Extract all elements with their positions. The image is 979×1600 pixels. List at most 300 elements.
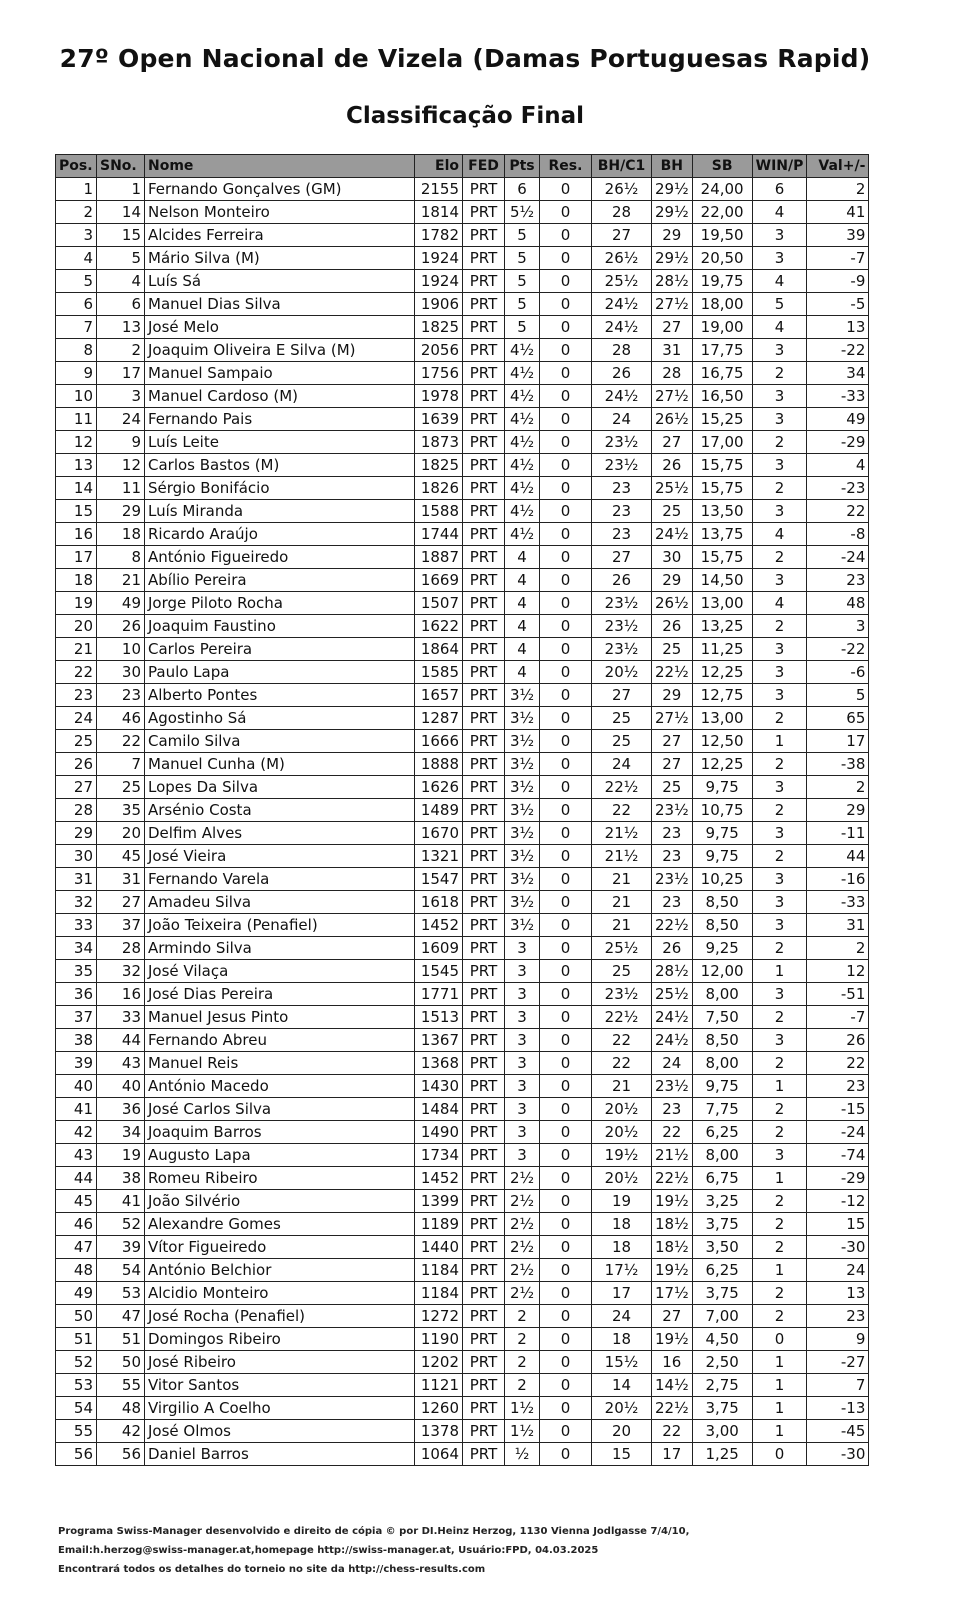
cell-winp: 1 <box>752 730 807 753</box>
cell-sno: 53 <box>97 1282 145 1305</box>
cell-pos: 1 <box>56 178 97 201</box>
col-header-sb: SB <box>692 155 752 178</box>
cell-pts: 5½ <box>505 201 540 224</box>
cell-res: 0 <box>540 845 592 868</box>
cell-elo: 1367 <box>415 1029 463 1052</box>
cell-pts: 2½ <box>505 1190 540 1213</box>
cell-name: Manuel Dias Silva <box>145 293 415 316</box>
cell-fed: PRT <box>463 1075 505 1098</box>
cell-sno: 5 <box>97 247 145 270</box>
cell-res: 0 <box>540 1167 592 1190</box>
cell-pos: 11 <box>56 408 97 431</box>
cell-winp: 1 <box>752 1374 807 1397</box>
cell-sno: 49 <box>97 592 145 615</box>
table-row <box>56 776 869 799</box>
table-row <box>56 316 869 339</box>
cell-res: 0 <box>540 270 592 293</box>
cell-sno: 24 <box>97 408 145 431</box>
cell-val: 49 <box>807 408 869 431</box>
cell-fed: PRT <box>463 937 505 960</box>
cell-pts: 3 <box>505 1006 540 1029</box>
cell-pos: 39 <box>56 1052 97 1075</box>
cell-elo: 1121 <box>415 1374 463 1397</box>
cell-bhc1: 23½ <box>592 592 652 615</box>
cell-sb: 10,75 <box>692 799 752 822</box>
cell-sb: 15,75 <box>692 454 752 477</box>
cell-fed: PRT <box>463 1259 505 1282</box>
cell-pos: 5 <box>56 270 97 293</box>
document-title: 27º Open Nacional de Vizela (Damas Portuguesas Rapid) <box>59 44 871 73</box>
cell-fed: PRT <box>463 477 505 500</box>
col-header-pos: Pos. <box>56 155 97 178</box>
cell-val: -15 <box>807 1098 869 1121</box>
cell-winp: 1 <box>752 1397 807 1420</box>
cell-res: 0 <box>540 638 592 661</box>
cell-val: 13 <box>807 316 869 339</box>
cell-bhc1: 27 <box>592 684 652 707</box>
cell-sno: 42 <box>97 1420 145 1443</box>
cell-pts: 2 <box>505 1328 540 1351</box>
cell-res: 0 <box>540 684 592 707</box>
cell-elo: 1399 <box>415 1190 463 1213</box>
cell-elo: 1064 <box>415 1443 463 1466</box>
cell-sb: 12,25 <box>692 661 752 684</box>
cell-elo: 1378 <box>415 1420 463 1443</box>
cell-winp: 3 <box>752 339 807 362</box>
table-row <box>56 799 869 822</box>
cell-val: -5 <box>807 293 869 316</box>
cell-name: Alberto Pontes <box>145 684 415 707</box>
cell-pos: 26 <box>56 753 97 776</box>
cell-sno: 41 <box>97 1190 145 1213</box>
cell-winp: 2 <box>752 477 807 500</box>
cell-sno: 54 <box>97 1259 145 1282</box>
cell-bh: 22 <box>652 1420 693 1443</box>
cell-val: -33 <box>807 385 869 408</box>
cell-val: -29 <box>807 1167 869 1190</box>
cell-fed: PRT <box>463 1328 505 1351</box>
cell-sb: 15,75 <box>692 477 752 500</box>
cell-bh: 27½ <box>652 707 693 730</box>
cell-fed: PRT <box>463 1236 505 1259</box>
cell-res: 0 <box>540 1282 592 1305</box>
cell-winp: 1 <box>752 1075 807 1098</box>
cell-elo: 1272 <box>415 1305 463 1328</box>
cell-sb: 24,00 <box>692 178 752 201</box>
cell-res: 0 <box>540 523 592 546</box>
cell-sb: 19,75 <box>692 270 752 293</box>
cell-name: Agostinho Sá <box>145 707 415 730</box>
cell-sb: 6,75 <box>692 1167 752 1190</box>
cell-name: Fernando Gonçalves (GM) <box>145 178 415 201</box>
cell-elo: 1585 <box>415 661 463 684</box>
cell-bhc1: 23½ <box>592 983 652 1006</box>
cell-pts: 3 <box>505 983 540 1006</box>
table-row <box>56 201 869 224</box>
cell-elo: 1669 <box>415 569 463 592</box>
col-header-val: Val+/- <box>807 155 869 178</box>
table-row <box>56 1397 869 1420</box>
cell-elo: 1202 <box>415 1351 463 1374</box>
cell-name: José Melo <box>145 316 415 339</box>
cell-val: -8 <box>807 523 869 546</box>
table-row <box>56 270 869 293</box>
cell-sno: 9 <box>97 431 145 454</box>
cell-winp: 2 <box>752 615 807 638</box>
cell-val: 41 <box>807 201 869 224</box>
cell-val: 15 <box>807 1213 869 1236</box>
cell-val: 2 <box>807 937 869 960</box>
cell-elo: 1513 <box>415 1006 463 1029</box>
cell-res: 0 <box>540 822 592 845</box>
cell-fed: PRT <box>463 1420 505 1443</box>
cell-res: 0 <box>540 615 592 638</box>
cell-pos: 46 <box>56 1213 97 1236</box>
cell-winp: 2 <box>752 362 807 385</box>
cell-pos: 48 <box>56 1259 97 1282</box>
cell-pos: 34 <box>56 937 97 960</box>
cell-sno: 32 <box>97 960 145 983</box>
cell-elo: 1452 <box>415 1167 463 1190</box>
cell-fed: PRT <box>463 270 505 293</box>
cell-elo: 1184 <box>415 1259 463 1282</box>
cell-val: -27 <box>807 1351 869 1374</box>
cell-bh: 27 <box>652 431 693 454</box>
cell-fed: PRT <box>463 891 505 914</box>
cell-elo: 1771 <box>415 983 463 1006</box>
cell-pos: 25 <box>56 730 97 753</box>
cell-val: 2 <box>807 776 869 799</box>
cell-elo: 1430 <box>415 1075 463 1098</box>
cell-val: -74 <box>807 1144 869 1167</box>
document-subtitle: Classificação Final <box>345 103 585 129</box>
cell-sb: 8,00 <box>692 1052 752 1075</box>
cell-sno: 39 <box>97 1236 145 1259</box>
cell-res: 0 <box>540 776 592 799</box>
cell-fed: PRT <box>463 569 505 592</box>
cell-elo: 1924 <box>415 247 463 270</box>
cell-pts: 2 <box>505 1305 540 1328</box>
cell-elo: 1756 <box>415 362 463 385</box>
cell-name: Camilo Silva <box>145 730 415 753</box>
cell-res: 0 <box>540 1190 592 1213</box>
cell-winp: 3 <box>752 247 807 270</box>
footer-results-link: Encontrará todos os detalhes do torneio no site da http://chess-results.com <box>58 1564 486 1575</box>
cell-pts: 3½ <box>505 707 540 730</box>
cell-fed: PRT <box>463 431 505 454</box>
cell-sno: 12 <box>97 454 145 477</box>
cell-elo: 1924 <box>415 270 463 293</box>
table-row <box>56 1121 869 1144</box>
cell-bhc1: 26 <box>592 569 652 592</box>
table-row <box>56 523 869 546</box>
cell-name: Joaquim Faustino <box>145 615 415 638</box>
cell-bh: 23½ <box>652 868 693 891</box>
cell-sb: 7,00 <box>692 1305 752 1328</box>
table-row <box>56 868 869 891</box>
table-row <box>56 684 869 707</box>
cell-pos: 30 <box>56 845 97 868</box>
cell-elo: 1814 <box>415 201 463 224</box>
cell-fed: PRT <box>463 1029 505 1052</box>
table-row <box>56 1190 869 1213</box>
cell-bhc1: 26½ <box>592 178 652 201</box>
cell-res: 0 <box>540 1098 592 1121</box>
table-row <box>56 1052 869 1075</box>
cell-bh: 23 <box>652 845 693 868</box>
cell-name: José Vilaça <box>145 960 415 983</box>
standings-body <box>56 178 869 1466</box>
cell-winp: 1 <box>752 1167 807 1190</box>
table-row <box>56 477 869 500</box>
cell-fed: PRT <box>463 1006 505 1029</box>
cell-fed: PRT <box>463 845 505 868</box>
cell-bh: 31 <box>652 339 693 362</box>
cell-winp: 4 <box>752 316 807 339</box>
footer-contact: Email:h.herzog@swiss-manager.at,homepage http://swiss-manager.at, Usuário:FPD, 04.03.2025 <box>58 1545 599 1556</box>
cell-bhc1: 20½ <box>592 1098 652 1121</box>
cell-bhc1: 19 <box>592 1190 652 1213</box>
cell-fed: PRT <box>463 178 505 201</box>
cell-res: 0 <box>540 1006 592 1029</box>
cell-bh: 22½ <box>652 661 693 684</box>
cell-bh: 27 <box>652 1305 693 1328</box>
cell-val: 23 <box>807 1305 869 1328</box>
cell-pos: 43 <box>56 1144 97 1167</box>
cell-elo: 1825 <box>415 316 463 339</box>
cell-pos: 12 <box>56 431 97 454</box>
cell-res: 0 <box>540 868 592 891</box>
cell-name: José Dias Pereira <box>145 983 415 1006</box>
cell-pts: 3 <box>505 1075 540 1098</box>
table-row <box>56 1029 869 1052</box>
cell-pts: 4 <box>505 546 540 569</box>
table-row <box>56 822 869 845</box>
cell-fed: PRT <box>463 684 505 707</box>
cell-elo: 1547 <box>415 868 463 891</box>
cell-bhc1: 24½ <box>592 316 652 339</box>
cell-bh: 29 <box>652 224 693 247</box>
cell-bhc1: 15½ <box>592 1351 652 1374</box>
cell-bh: 24½ <box>652 1029 693 1052</box>
cell-winp: 6 <box>752 178 807 201</box>
cell-res: 0 <box>540 661 592 684</box>
cell-pts: 6 <box>505 178 540 201</box>
cell-bhc1: 25½ <box>592 270 652 293</box>
cell-name: José Olmos <box>145 1420 415 1443</box>
cell-winp: 4 <box>752 270 807 293</box>
cell-pts: 3 <box>505 1098 540 1121</box>
cell-val: 29 <box>807 799 869 822</box>
cell-name: Vitor Santos <box>145 1374 415 1397</box>
cell-pts: ½ <box>505 1443 540 1466</box>
cell-winp: 3 <box>752 500 807 523</box>
cell-val: -23 <box>807 477 869 500</box>
cell-pts: 3 <box>505 1121 540 1144</box>
cell-pos: 50 <box>56 1305 97 1328</box>
cell-winp: 2 <box>752 1305 807 1328</box>
cell-sno: 44 <box>97 1029 145 1052</box>
cell-name: José Rocha (Penafiel) <box>145 1305 415 1328</box>
cell-winp: 4 <box>752 201 807 224</box>
cell-sb: 12,75 <box>692 684 752 707</box>
cell-val: -13 <box>807 1397 869 1420</box>
cell-elo: 1287 <box>415 707 463 730</box>
cell-sb: 15,25 <box>692 408 752 431</box>
table-row <box>56 454 869 477</box>
cell-sno: 37 <box>97 914 145 937</box>
cell-pos: 18 <box>56 569 97 592</box>
cell-sb: 8,00 <box>692 983 752 1006</box>
cell-name: Luís Sá <box>145 270 415 293</box>
cell-pts: 3½ <box>505 845 540 868</box>
cell-val: 3 <box>807 615 869 638</box>
cell-fed: PRT <box>463 224 505 247</box>
cell-res: 0 <box>540 983 592 1006</box>
cell-pts: 4½ <box>505 339 540 362</box>
cell-winp: 2 <box>752 753 807 776</box>
cell-pts: 4 <box>505 661 540 684</box>
cell-bhc1: 20½ <box>592 661 652 684</box>
cell-sno: 26 <box>97 615 145 638</box>
cell-sno: 17 <box>97 362 145 385</box>
cell-bhc1: 23 <box>592 500 652 523</box>
cell-val: -38 <box>807 753 869 776</box>
cell-pts: 5 <box>505 247 540 270</box>
cell-bh: 23½ <box>652 1075 693 1098</box>
cell-pts: 4 <box>505 569 540 592</box>
cell-pts: 1½ <box>505 1420 540 1443</box>
cell-sb: 20,50 <box>692 247 752 270</box>
cell-winp: 2 <box>752 1213 807 1236</box>
col-header-nome: Nome <box>145 155 415 178</box>
cell-val: 23 <box>807 569 869 592</box>
cell-sb: 7,50 <box>692 1006 752 1029</box>
cell-sno: 10 <box>97 638 145 661</box>
cell-bhc1: 23½ <box>592 638 652 661</box>
cell-winp: 3 <box>752 224 807 247</box>
cell-name: Joaquim Barros <box>145 1121 415 1144</box>
cell-res: 0 <box>540 1328 592 1351</box>
cell-pos: 3 <box>56 224 97 247</box>
cell-bh: 29½ <box>652 247 693 270</box>
table-row <box>56 500 869 523</box>
cell-fed: PRT <box>463 822 505 845</box>
cell-winp: 3 <box>752 983 807 1006</box>
cell-bhc1: 21 <box>592 1075 652 1098</box>
cell-elo: 1484 <box>415 1098 463 1121</box>
cell-res: 0 <box>540 385 592 408</box>
cell-bh: 24½ <box>652 1006 693 1029</box>
cell-pts: 5 <box>505 316 540 339</box>
cell-val: 39 <box>807 224 869 247</box>
cell-bhc1: 25 <box>592 707 652 730</box>
cell-pts: 2 <box>505 1374 540 1397</box>
cell-winp: 2 <box>752 1121 807 1144</box>
cell-name: Manuel Jesus Pinto <box>145 1006 415 1029</box>
cell-res: 0 <box>540 1236 592 1259</box>
cell-bhc1: 26 <box>592 362 652 385</box>
cell-elo: 1873 <box>415 431 463 454</box>
table-header-row <box>56 155 869 178</box>
cell-bh: 29 <box>652 684 693 707</box>
cell-winp: 2 <box>752 845 807 868</box>
cell-elo: 1670 <box>415 822 463 845</box>
cell-sb: 3,50 <box>692 1236 752 1259</box>
cell-winp: 3 <box>752 1144 807 1167</box>
cell-sb: 3,00 <box>692 1420 752 1443</box>
cell-pos: 45 <box>56 1190 97 1213</box>
cell-bhc1: 23½ <box>592 431 652 454</box>
cell-name: Manuel Cardoso (M) <box>145 385 415 408</box>
cell-elo: 1184 <box>415 1282 463 1305</box>
cell-sb: 8,00 <box>692 1144 752 1167</box>
cell-winp: 3 <box>752 914 807 937</box>
cell-val: -29 <box>807 431 869 454</box>
cell-bhc1: 14 <box>592 1374 652 1397</box>
cell-res: 0 <box>540 1259 592 1282</box>
cell-pts: 3 <box>505 1144 540 1167</box>
cell-name: Mário Silva (M) <box>145 247 415 270</box>
cell-winp: 2 <box>752 937 807 960</box>
cell-sb: 3,25 <box>692 1190 752 1213</box>
table-row <box>56 891 869 914</box>
cell-fed: PRT <box>463 615 505 638</box>
cell-sb: 13,50 <box>692 500 752 523</box>
cell-pos: 17 <box>56 546 97 569</box>
cell-bh: 27 <box>652 316 693 339</box>
col-header-bhc1: BH/C1 <box>592 155 652 178</box>
table-row <box>56 592 869 615</box>
cell-fed: PRT <box>463 1305 505 1328</box>
cell-bh: 19½ <box>652 1259 693 1282</box>
cell-val: -12 <box>807 1190 869 1213</box>
cell-res: 0 <box>540 293 592 316</box>
cell-val: -30 <box>807 1443 869 1466</box>
cell-pts: 5 <box>505 293 540 316</box>
cell-winp: 4 <box>752 592 807 615</box>
cell-winp: 3 <box>752 868 807 891</box>
cell-elo: 1639 <box>415 408 463 431</box>
cell-res: 0 <box>540 201 592 224</box>
cell-res: 0 <box>540 1397 592 1420</box>
cell-pts: 4½ <box>505 385 540 408</box>
cell-sno: 8 <box>97 546 145 569</box>
cell-bh: 28 <box>652 362 693 385</box>
cell-pos: 52 <box>56 1351 97 1374</box>
table-row <box>56 1213 869 1236</box>
table-row <box>56 293 869 316</box>
cell-val: 22 <box>807 500 869 523</box>
cell-val: -11 <box>807 822 869 845</box>
cell-elo: 1489 <box>415 799 463 822</box>
cell-winp: 3 <box>752 638 807 661</box>
cell-sno: 16 <box>97 983 145 1006</box>
cell-pos: 35 <box>56 960 97 983</box>
cell-name: Augusto Lapa <box>145 1144 415 1167</box>
cell-pos: 55 <box>56 1420 97 1443</box>
cell-sb: 9,75 <box>692 822 752 845</box>
table-row <box>56 914 869 937</box>
cell-sno: 23 <box>97 684 145 707</box>
cell-pos: 33 <box>56 914 97 937</box>
cell-bh: 29 <box>652 569 693 592</box>
cell-fed: PRT <box>463 592 505 615</box>
cell-elo: 1189 <box>415 1213 463 1236</box>
cell-pts: 2½ <box>505 1282 540 1305</box>
cell-bhc1: 28 <box>592 201 652 224</box>
cell-winp: 2 <box>752 1236 807 1259</box>
